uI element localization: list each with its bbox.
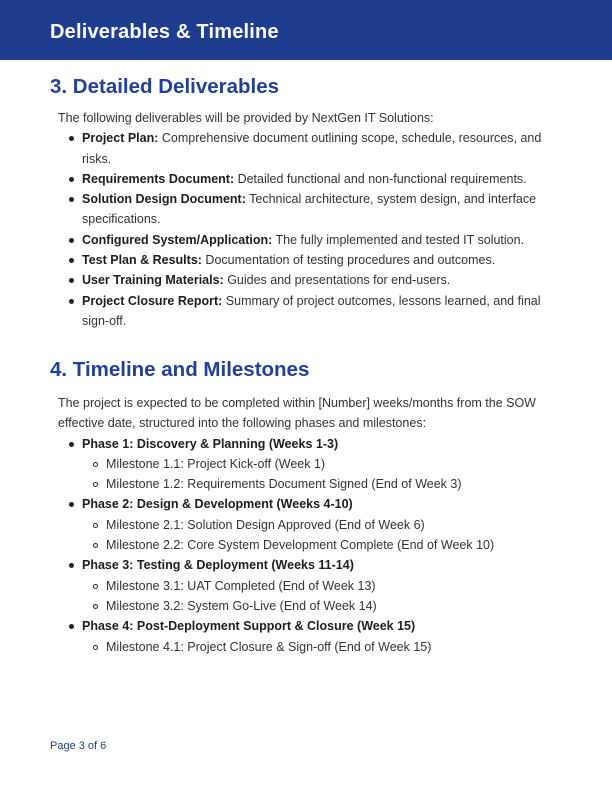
- phase-label: Phase 2: Design & Development (Weeks 4-10): [82, 497, 353, 512]
- page-header: [0, 0, 612, 60]
- phase-item: [82, 494, 558, 555]
- phase-label: Phase 4: Post-Deployment Support & Closure (Week 15): [82, 619, 416, 634]
- item-text: Summary of project outcomes, lessons learned, and final sign-off.: [82, 293, 541, 328]
- list-item: [82, 128, 558, 169]
- milestone-item: Milestone 3.1: UAT Completed (End of Week 13): [106, 576, 558, 596]
- list-item: [82, 169, 558, 189]
- milestone-list: [82, 515, 558, 556]
- item-label: Solution Design Document:: [82, 192, 246, 207]
- milestone-item: Milestone 1.1: Project Kick-off (Week 1): [106, 454, 558, 474]
- timeline-intro: The project is expected to be completed within [Number] weeks/months from the SOW effective date, structured into the following phases and milestones:: [58, 396, 536, 431]
- phase-item: [82, 616, 558, 657]
- milestone-item: Milestone 3.2: System Go-Live (End of Week 14): [106, 596, 558, 616]
- list-item: [82, 291, 558, 332]
- item-label: Requirements Document:: [82, 171, 235, 186]
- item-text: Comprehensive document outlining scope, schedule, resources, and risks.: [82, 131, 542, 166]
- deliverables-intro: The following deliverables will be provided by NextGen IT Solutions:: [58, 111, 434, 125]
- item-text: Technical architecture, system design, and interface specifications.: [82, 192, 537, 227]
- phase-item: [82, 434, 558, 495]
- phase-item: [82, 555, 558, 616]
- section-3-title: 3. Detailed Deliverables: [50, 75, 280, 98]
- list-item: [82, 230, 558, 250]
- item-text: Documentation of testing procedures and outcomes.: [201, 253, 496, 268]
- phase-label: Phase 1: Discovery & Planning (Weeks 1-3): [82, 436, 339, 451]
- item-label: User Training Materials:: [82, 273, 224, 288]
- milestone-list: [82, 454, 558, 495]
- deliverables-section: [58, 108, 558, 358]
- item-label: Test Plan & Results:: [82, 253, 202, 268]
- milestone-item: Milestone 2.2: Core System Development Complete (End of Week 10): [106, 535, 558, 555]
- item-text: Guides and presentations for end-users.: [223, 273, 451, 288]
- milestone-list: [82, 637, 558, 657]
- item-text: Detailed functional and non-functional requirements.: [234, 171, 527, 186]
- item-text: The fully implemented and tested IT solution.: [272, 232, 525, 247]
- milestone-item: Milestone 4.1: Project Closure & Sign-off (End of Week 15): [106, 637, 558, 657]
- item-label: Project Plan:: [82, 131, 159, 146]
- list-item: [82, 270, 558, 290]
- section-4-title: 4. Timeline and Milestones: [50, 357, 309, 387]
- milestone-item: Milestone 2.1: Solution Design Approved (End of Week 6): [106, 515, 558, 535]
- milestone-list: [82, 576, 558, 617]
- item-label: Configured System/Application:: [82, 232, 273, 247]
- page-number: Page 3 of 6: [50, 740, 107, 752]
- list-item: [82, 189, 558, 230]
- timeline-section: [58, 393, 558, 657]
- phase-label: Phase 3: Testing & Deployment (Weeks 11-14): [82, 558, 354, 573]
- milestone-item: Milestone 1.2: Requirements Document Signed (End of Week 3): [106, 474, 558, 494]
- phase-list: [58, 434, 558, 657]
- item-label: Project Closure Report:: [82, 293, 223, 308]
- list-item: [82, 250, 558, 270]
- deliverables-list: [58, 128, 558, 331]
- header-title: Deliverables & Timeline: [50, 21, 279, 43]
